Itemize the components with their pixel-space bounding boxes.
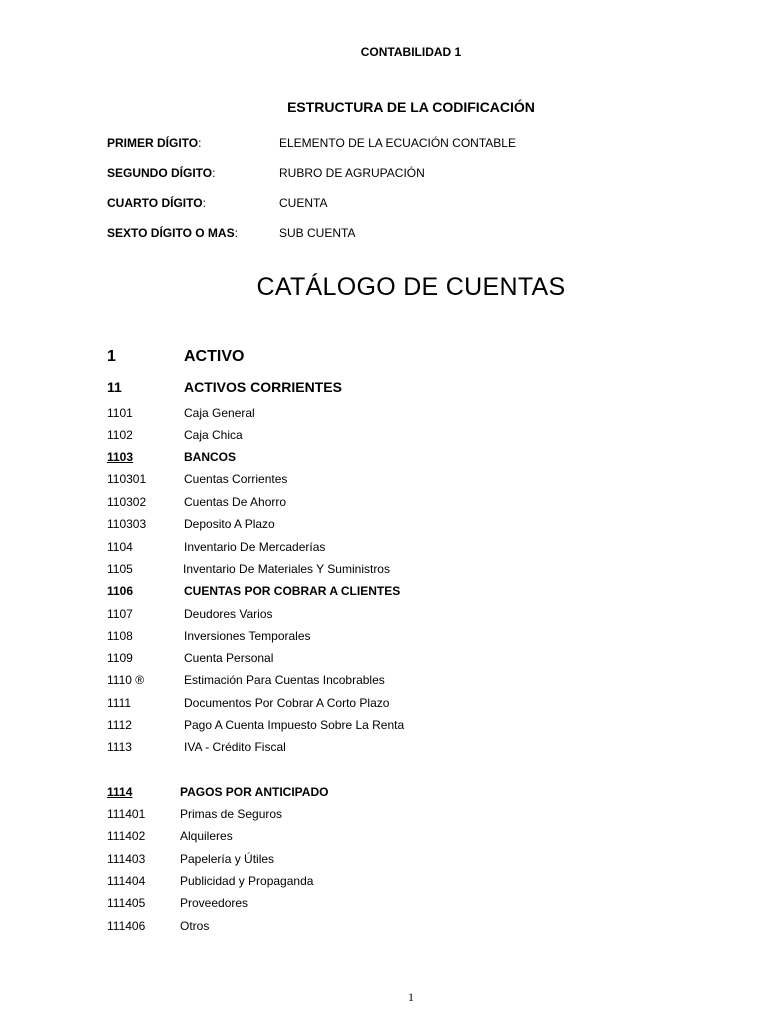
page-number: 1 [408, 990, 414, 1004]
account-code: 1112 [107, 718, 132, 732]
account-row-underlined [107, 450, 239, 464]
account-name: Deposito A Plazo [184, 517, 275, 531]
account-name: Pago A Cuenta Impuesto Sobre La Renta [184, 718, 405, 732]
account-code: 1114 [107, 785, 133, 799]
account-name: Cuentas De Ahorro [184, 495, 287, 509]
structure-title: ESTRUCTURA DE LA CODIFICACIÓN [287, 99, 535, 115]
account-code: 110303 [107, 517, 147, 531]
definition-value: RUBRO DE AGRUPACIÓN [279, 166, 425, 180]
account-code: 1104 [107, 540, 133, 554]
catalog-title: CATÁLOGO DE CUENTAS [256, 273, 566, 301]
account-name: Proveedores [180, 896, 249, 910]
account-code: 1107 [107, 607, 133, 621]
definition-value: ELEMENTO DE LA ECUACIÓN CONTABLE [279, 136, 516, 150]
account-name: Caja General [184, 406, 255, 420]
account-code: 111401 [107, 807, 146, 821]
account-name: Papelería y Útiles [180, 852, 275, 866]
account-name: Deudores Varios [184, 607, 273, 621]
account-name: Publicidad y Propaganda [180, 874, 314, 888]
account-name: BANCOS [184, 450, 237, 464]
account-name: Alquileres [180, 829, 233, 843]
account-code: 110301 [107, 472, 147, 486]
account-name: Cuentas Corrientes [184, 472, 288, 486]
account-code: 1109 [107, 651, 133, 665]
account-code: 111402 [107, 829, 146, 843]
account-code: 1108 [107, 629, 133, 643]
definition-label: SEGUNDO DÍGITO: [107, 166, 216, 180]
account-code: 111406 [107, 919, 146, 933]
definition-label: CUARTO DÍGITO: [107, 196, 206, 210]
account-name: PAGOS POR ANTICIPADO [180, 785, 329, 799]
account-name: Otros [180, 919, 210, 933]
account-code: 1106 [107, 584, 134, 598]
account-name: Inventario De Mercaderías [184, 540, 326, 554]
account-code: 1101 [107, 406, 133, 420]
account-row-underlined [107, 785, 337, 799]
definition-label: SEXTO DÍGITO O MAS: [107, 226, 238, 240]
account-name: Caja Chica [184, 428, 243, 442]
account-code: 11 [107, 379, 122, 395]
account-name: Cuenta Personal [184, 651, 274, 665]
account-name: Primas de Seguros [180, 807, 283, 821]
account-name: Estimación Para Cuentas Incobrables [184, 673, 385, 687]
account-name: Documentos Por Cobrar A Corto Plazo [184, 696, 390, 710]
account-name: ACTIVOS CORRIENTES [184, 379, 342, 395]
account-code: 1 [107, 348, 116, 365]
account-code: 111403 [107, 852, 146, 866]
account-code: 1103 [107, 450, 134, 464]
definition-label: PRIMER DÍGITO: [107, 136, 202, 150]
account-code: 1110 ® [107, 673, 145, 687]
account-name: CUENTAS POR COBRAR A CLIENTES [184, 584, 401, 598]
account-name: ACTIVO [184, 348, 245, 365]
account-code: 1102 [107, 428, 133, 442]
account-code: 111405 [107, 896, 146, 910]
account-name: Inventario De Materiales Y Suministros [183, 562, 390, 576]
account-name: Inversiones Temporales [184, 629, 311, 643]
account-code: 1111 [107, 696, 132, 710]
course-title: CONTABILIDAD 1 [360, 45, 462, 59]
account-name: IVA - Crédito Fiscal [184, 740, 286, 754]
definition-value: CUENTA [279, 196, 328, 210]
account-code: 111404 [107, 874, 146, 888]
definition-value: SUB CUENTA [279, 226, 356, 240]
account-code: 1113 [107, 740, 132, 754]
account-code: 1105 [107, 562, 133, 576]
account-code: 110302 [107, 495, 147, 509]
